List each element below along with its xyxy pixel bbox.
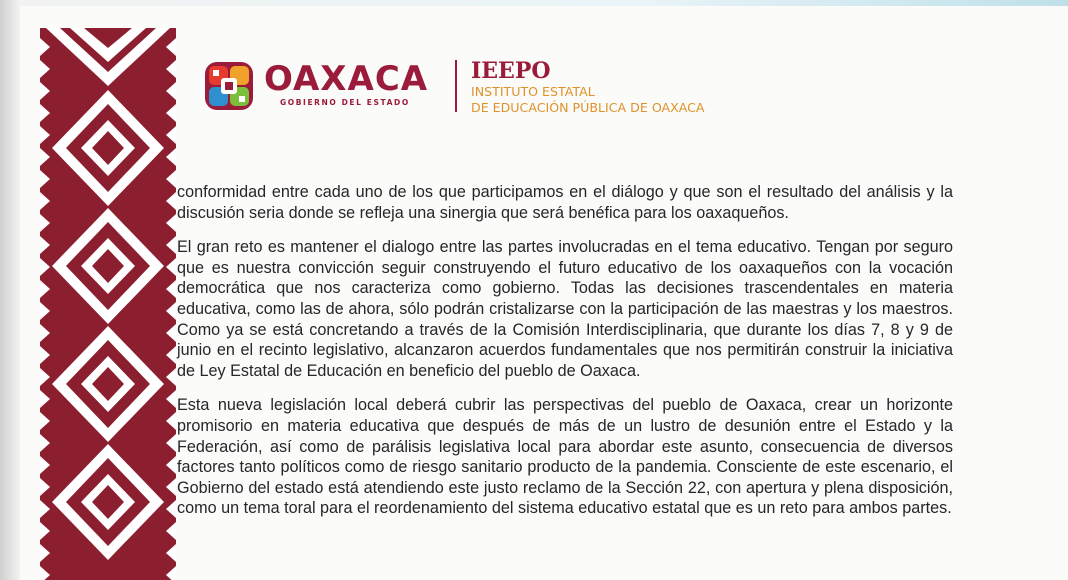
document-body [177,182,953,533]
agency-acronym: IEEPO [471,58,551,84]
paragraph: conformidad entre cada uno de los que participamos en el diálogo y que son el resultado del análisis y la discusión seria donde se refleja una sinergia que será benéfica para los oaxaqueños. [177,183,953,222]
paragraph: Esta nueva legislación local deberá cubrir las perspectivas del pueblo de Oaxaca, crear un horizonte promisorio en materia educativa que después de más de un lustro de desunión entre el Estado y la Federación, así como de parálisis legislativa local para abordar este asunto, consecuencia de diversos factores tanto políticos como de riesgo sanitario producto de la pandemia. Consciente de este escenario, el Gobierno del estado está atendiendo este justo reclamo de la Sección 22, con apertura y plena disposición, como un tema toral para el reordenamiento del sistema educativo estatal que es un reto para ambos partes. [177,396,953,518]
oaxaca-emblem-icon [201,58,257,114]
agency-name-line2: DE EDUCACIÓN PÚBLICA DE OAXACA [471,100,705,115]
binding-shadow [0,0,20,580]
brand-name: OAXACA [264,59,429,99]
paragraph: El gran reto es mantener el dialogo entre las partes involucradas en el tema educativo. Tengan por seguro que es nuestra convicción seguir construyendo el futuro educativo de los oaxaqueños con la vocación democrática que nos caracteriza como gobierno. Todas las decisiones trascendentales en materia educativa, como las de ahora, sólo podrán cristalizarse con la participación de las maestras y los maestros. Como ya se está concretando a través de la Comisión Interdisciplinaria, que durante los días 7, 8 y 9 de junio en el recinto legislativo, alcanzaron acuerdos fundamentales que nos permitirán construir la iniciativa de Ley Estatal de Educación en beneficio del pueblo de Oaxaca. [177,238,953,380]
decorative-band [40,28,176,580]
logo-divider [455,60,457,112]
scan-edge [0,0,1068,6]
brand-subtitle: GOBIERNO DEL ESTADO [280,98,410,107]
agency-name [471,84,705,116]
agency-name-line1: INSTITUTO ESTATAL [471,84,595,99]
